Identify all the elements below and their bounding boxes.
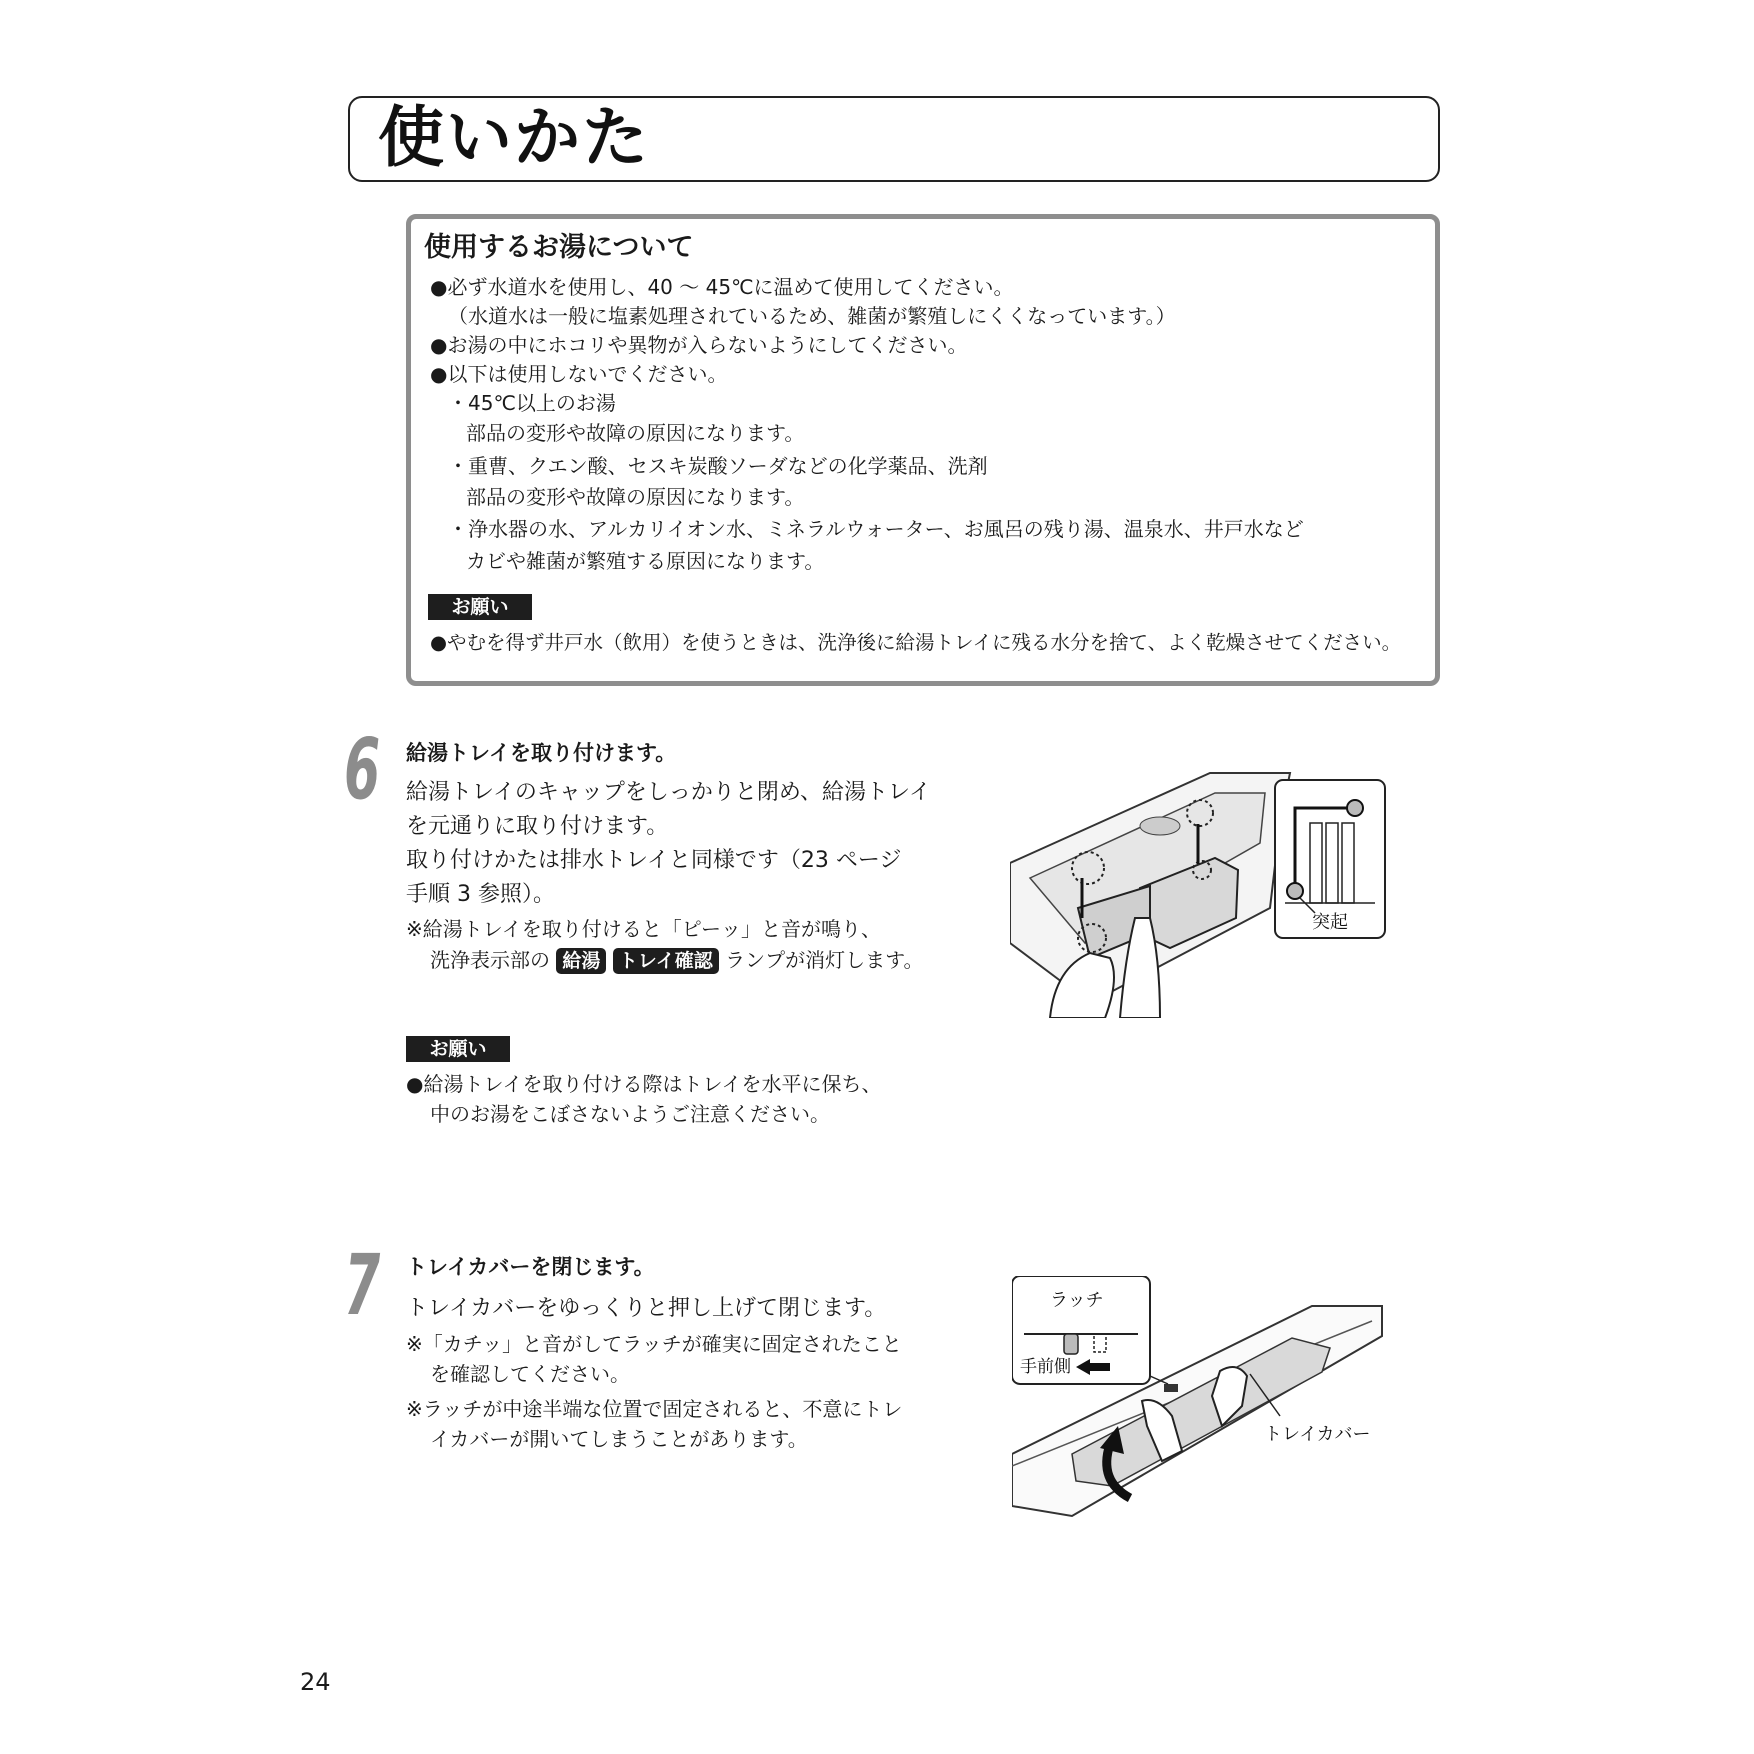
step-note: ※ラッチが中途半端な位置で固定されると、不意にトレ	[406, 1397, 903, 1421]
projection-label: 突起	[1312, 912, 1348, 933]
notice-line: 部品の変形や故障の原因になります。	[466, 421, 805, 445]
request-badge: お願い	[428, 594, 532, 620]
lamp-badge-kyuto: 給湯	[556, 948, 606, 974]
step-body-line: 取り付けかたは排水トレイと同様です（23 ページ	[406, 848, 902, 873]
notice-line: 部品の変形や故障の原因になります。	[466, 485, 805, 509]
notice-line: ●お湯の中にホコリや異物が入らないようにしてください。	[430, 333, 968, 357]
notice-line: カビや雑菌が繁殖する原因になります。	[466, 549, 825, 573]
lamp-note	[430, 945, 924, 975]
step-body-line: 手順 3 参照）。	[406, 882, 555, 907]
lamp-note-prefix: 洗浄表示部の	[430, 948, 550, 972]
notice-line: ・浄水器の水、アルカリイオン水、ミネラルウォーター、お風呂の残り湯、温泉水、井戸水など	[448, 517, 1304, 541]
latch-label: ラッチ	[1050, 1290, 1104, 1311]
step-note: ※給湯トレイを取り付けると「ピーッ」と音が鳴り、	[406, 917, 881, 941]
step-note: イカバーが開いてしまうことがあります。	[430, 1427, 808, 1451]
request-line: 中のお湯をこぼさないようご注意ください。	[430, 1102, 830, 1126]
step-heading: トレイカバーを閉じます。	[406, 1255, 655, 1279]
front-side-label: 手前側	[1020, 1357, 1071, 1377]
lamp-note-suffix: ランプが消灯します。	[725, 948, 924, 972]
notice-line: ・重曹、クエン酸、セスキ炭酸ソーダなどの化学薬品、洗剤	[448, 454, 988, 478]
notice-line: ●必ず水道水を使用し、40 ～ 45℃に温めて使用してください。	[430, 275, 1014, 299]
tray-install-illustration	[1010, 768, 1390, 1018]
notice-line: ・45℃以上のお湯	[448, 391, 616, 415]
request-badge: お願い	[406, 1036, 510, 1062]
request-text: ●やむを得ず井戸水（飲用）を使うときは、洗浄後に給湯トレイに残る水分を捨て、よく乾燥させてください。	[430, 631, 1402, 654]
notice-line: ●以下は使用しないでください。	[430, 362, 728, 386]
tray-cover-close-illustration	[1012, 1276, 1392, 1526]
step-note: を確認してください。	[430, 1362, 630, 1386]
step-note: ※「カチッ」と音がしてラッチが確実に固定されたこと	[406, 1332, 902, 1356]
page-number: 24	[300, 1668, 331, 1696]
tray-cover-label: トレイカバー	[1264, 1424, 1371, 1445]
step-number: 7	[344, 1236, 381, 1334]
request-line: ●給湯トレイを取り付ける際はトレイを水平に保ち、	[406, 1072, 882, 1096]
step-number: 6	[344, 720, 381, 818]
step-body-line: を元通りに取り付けます。	[406, 814, 669, 839]
step-heading: 給湯トレイを取り付けます。	[406, 741, 677, 765]
page-title: 使いかた	[378, 99, 650, 176]
step-body-line: トレイカバーをゆっくりと押し上げて閉じます。	[406, 1296, 887, 1321]
notice-line: （水道水は一般に塩素処理されているため、雑菌が繁殖しにくくなっています。）	[448, 304, 1176, 328]
step-body-line: 給湯トレイのキャップをしっかりと閉め、給湯トレイ	[406, 780, 931, 805]
lamp-badge-tray-check: トレイ確認	[613, 948, 719, 974]
notice-heading: 使用するお湯について	[424, 232, 694, 263]
